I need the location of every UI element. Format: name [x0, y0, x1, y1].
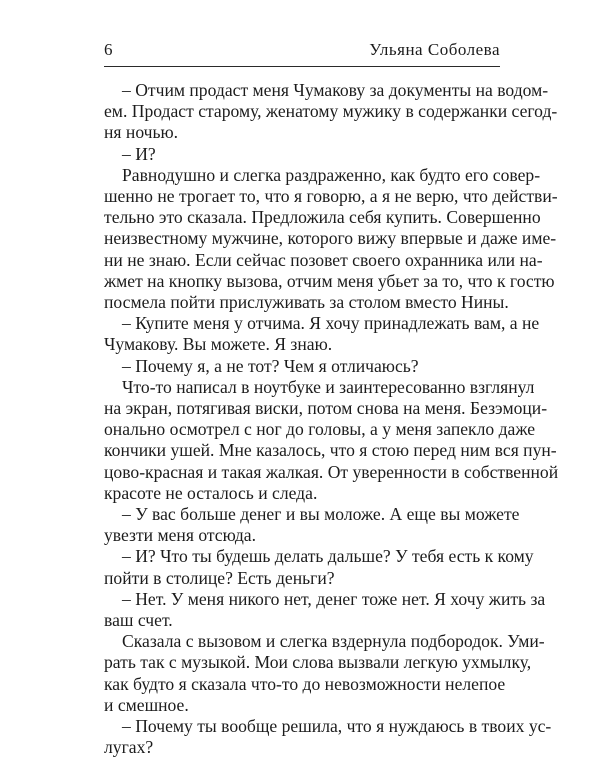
text-line: – Почему ты вообще решила, что я нуждаюсь в твоих ус- — [122, 716, 552, 737]
text-line: на экран, потягивая виски, потом снова на меня. Безэмоци- — [104, 398, 548, 419]
text-line: увезти меня отсюда. — [104, 525, 257, 546]
text-line: Равнодушно и слегка раздраженно, как будто его совер- — [122, 164, 541, 185]
text-line: цово-красная и такая жалкая. От уверенности в собственной — [104, 461, 559, 482]
text-line: красоте не осталось и следа. — [104, 482, 318, 503]
text-line: шенно не трогает то, что я говорю, а я не верю, что действи- — [104, 186, 558, 207]
text-line: ня ночью. — [104, 122, 179, 143]
text-line: – Отчим продаст меня Чумакову за документы на водом- — [122, 80, 549, 100]
text-line: онально осмотрел с ног до головы, а у меня запекло даже — [104, 419, 536, 440]
text-line: – Купите меня у отчима. Я хочу принадлежать вам, а не — [122, 313, 540, 334]
running-head-author: Ульяна Соболева — [369, 40, 500, 59]
text-line: как будто я сказала что-то до невозможности нелепое — [104, 673, 506, 694]
page-header — [104, 38, 500, 62]
text-line: Что-то написал в ноутбуке и заинтересованно взглянул — [122, 376, 535, 397]
text-line: тельно это сказала. Предложила себя купить. Совершенно — [104, 207, 541, 228]
text-line: ни не знаю. Если сейчас позовет своего охранника или на- — [104, 249, 543, 270]
text-line: – И? Что ты будешь делать дальше? У тебя есть к кому — [122, 546, 534, 567]
text-line: пойти в столице? Есть деньги? — [104, 567, 335, 588]
text-line: Сказала с вызовом и слегка вздернула подбородок. Уми- — [122, 631, 545, 652]
header-rule — [104, 66, 500, 67]
page-number: 6 — [104, 40, 113, 59]
text-line: кончики ушей. Мне казалось, что я стою перед ним вся пун- — [104, 440, 557, 461]
text-line: неизвестному мужчине, которого вижу впервые и даже име- — [104, 228, 557, 249]
text-line: ем. Продаст старому, женатому мужику в содержанки сегод- — [104, 101, 558, 122]
text-line: ваш счет. — [104, 610, 173, 631]
text-line: рать так с музыкой. Мои слова вызвали легкую ухмылку, — [104, 652, 532, 673]
text-line: и смешное. — [104, 694, 189, 715]
body-text — [104, 80, 559, 759]
text-line: посмела пойти прислуживать за столом вместо Нины. — [104, 292, 509, 313]
text-line: – У вас больше денег и вы моложе. А еще вы можете — [122, 504, 520, 525]
text-line: – Почему я, а не тот? Чем я отличаюсь? — [122, 355, 419, 376]
text-line: жмет на кнопку вызова, отчим меня убьет за то, что к гостю — [104, 270, 555, 291]
text-line: – И? — [122, 143, 156, 164]
text-line: лугах? — [104, 737, 154, 758]
text-line: Чумакову. Вы можете. Я знаю. — [104, 334, 333, 355]
text-line: – Нет. У меня никого нет, денег тоже нет. Я хочу жить за — [122, 588, 546, 609]
